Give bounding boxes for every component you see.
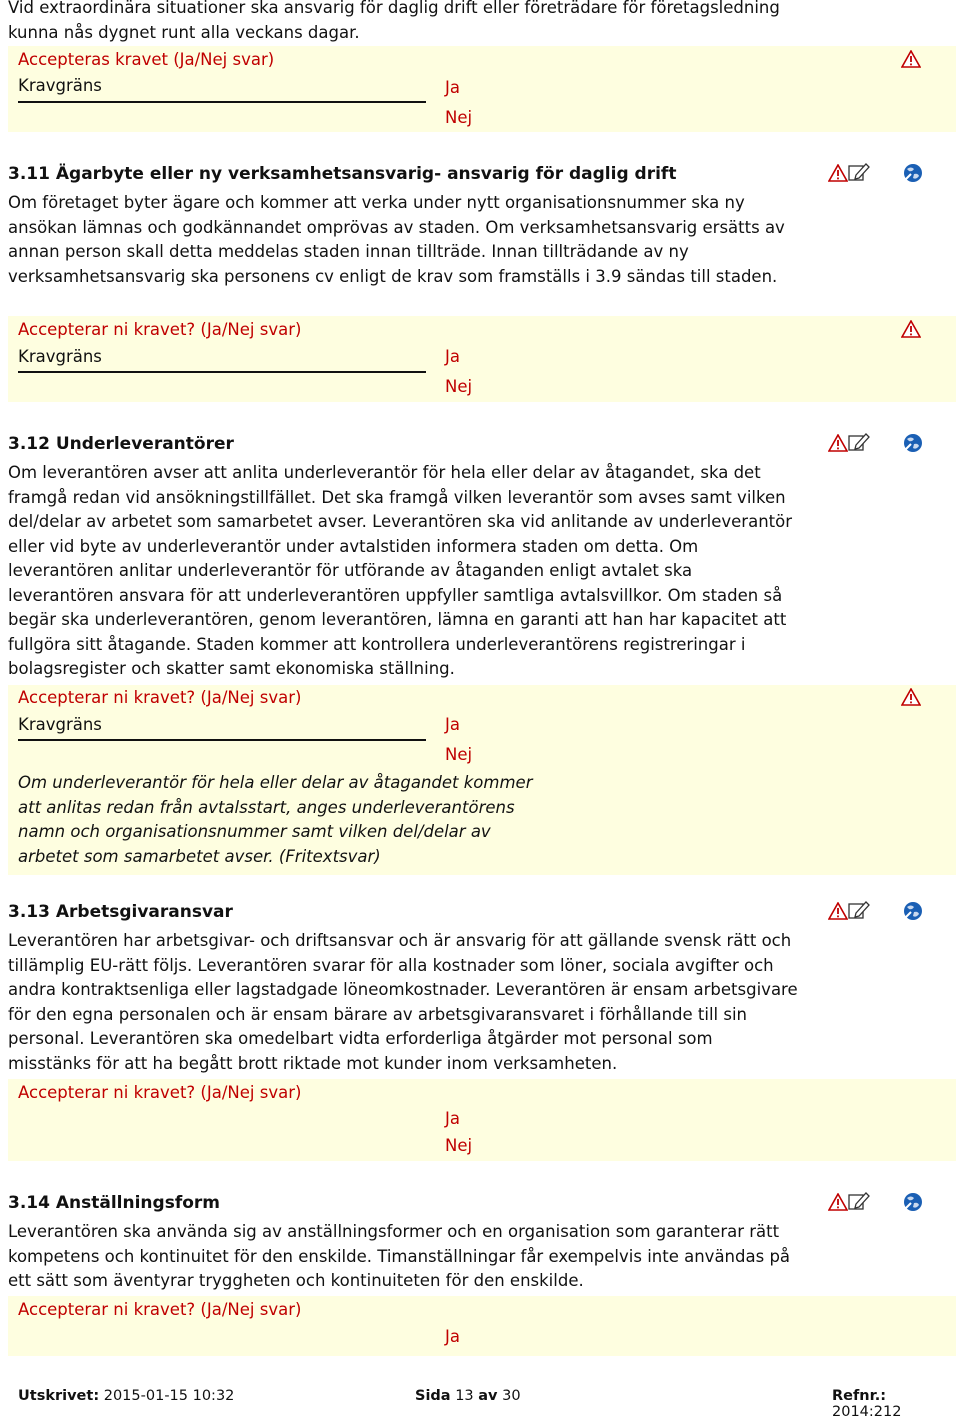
globe-icon[interactable] <box>903 163 923 183</box>
question-label: Accepteras kravet (Ja/Nej svar) <box>18 50 275 69</box>
warning-icon[interactable] <box>828 1193 848 1211</box>
answer-box-312 <box>8 685 956 875</box>
kravgrans-line <box>18 101 426 103</box>
footer-printed-label: Utskrivet: <box>18 1388 100 1404</box>
question-label: Accepterar ni kravet? (Ja/Nej svar) <box>18 320 302 339</box>
option-ja[interactable]: Ja <box>445 78 460 97</box>
footer-page <box>415 1388 521 1404</box>
footer-page-total: 30 <box>502 1388 521 1404</box>
option-nej[interactable]: Nej <box>445 1136 473 1155</box>
warning-icon[interactable] <box>901 50 921 68</box>
option-nej[interactable]: Nej <box>445 745 473 764</box>
section-body-314: Leverantören ska använda sig av anställningsformer och en organisation som garanterar rätt kompetens och kontinuitet för den enskilde. Timanställningar får exempelvis inte användas på ett sätt som äventyrar tryggheten och kontinuiteten för den enskilde. <box>8 1222 791 1290</box>
section-body-313: Leverantören har arbetsgivar- och driftsansvar och är ansvarig för att gällande svensk rätt och tillämplig EU-rätt följs. Leverantören svarar för alla kostnader som löner, sociala avgifter och andra kontraktsenliga eller lagstadgade löneomkostnader. Leverantören är ensam arbetsgivare för den egna personalen och är ensam bärare av arbetsgivaransvaret i förhållande till sin personal. Leverantören ska omedelbart vidta erforderliga åtgärder mot personal som misstänks för att ha begått brott riktade mot kunder inom verksamheten. <box>8 931 798 1073</box>
option-ja[interactable]: Ja <box>445 1109 460 1128</box>
question-label: Accepterar ni kravet? (Ja/Nej svar) <box>18 688 302 707</box>
kravgrans-line <box>18 739 426 741</box>
section-title-313: 3.13 Arbetsgivaransvar <box>8 902 233 922</box>
edit-icon[interactable] <box>848 162 870 182</box>
globe-icon[interactable] <box>903 901 923 921</box>
kravgrans-label: Kravgräns <box>18 347 102 366</box>
section-title-314: 3.14 Anställningsform <box>8 1193 220 1213</box>
option-ja[interactable]: Ja <box>445 347 460 366</box>
edit-icon[interactable] <box>848 900 870 920</box>
option-ja[interactable]: Ja <box>445 1327 460 1346</box>
answer-box-313 <box>8 1079 956 1161</box>
footer-page-of: av <box>478 1388 498 1404</box>
intro-text: Vid extraordinära situationer ska ansvarig för daglig drift eller företrädare för företagsledning kunna nås dygnet runt alla veckans dagar. <box>8 0 780 42</box>
globe-icon[interactable] <box>903 433 923 453</box>
question-label: Accepterar ni kravet? (Ja/Nej svar) <box>18 1083 302 1102</box>
kravgrans-line <box>18 371 426 373</box>
answer-box-314 <box>8 1296 956 1356</box>
answer-box-top <box>8 46 956 132</box>
section-body-312: Om leverantören avser att anlita underleverantör för hela eller delar av åtagandet, ska det framgå redan vid ansökningstillfället. Det ska framgå vilken leverantör som avses samt vilken del/delar av arbetet som samarbetet avser. Leverantören ska vid anlitande av underleverantör eller vid byte av underleverantör under avtalstiden informera staden om detta. Om leverantören anlitar underleverantör för utförande av åtaganden enligt avtalet ska leverantören ansvara för att underleverantören uppfyller samtliga avtalsvillkor. Om staden så begär ska underleverantören, genom leverantören, lämna en garanti att han har kapacitet att fullgöra sitt åtagande. Staden kommer att kontrollera underleverantörens registreringar i bolagsregister och skatter samt ekonomiska ställning. <box>8 463 793 678</box>
footer-printed <box>18 1388 234 1404</box>
question-label: Accepterar ni kravet? (Ja/Nej svar) <box>18 1300 302 1319</box>
answer-box-311 <box>8 316 956 402</box>
edit-icon[interactable] <box>848 432 870 452</box>
option-nej[interactable]: Nej <box>445 108 473 127</box>
kravgrans-label: Kravgräns <box>18 715 102 734</box>
footer-ref-value: 2014:212 <box>832 1404 902 1420</box>
option-ja[interactable]: Ja <box>445 715 460 734</box>
warning-icon[interactable] <box>828 164 848 182</box>
warning-icon[interactable] <box>828 902 848 920</box>
warning-icon[interactable] <box>901 688 921 706</box>
option-nej[interactable]: Nej <box>445 377 473 396</box>
warning-icon[interactable] <box>828 434 848 452</box>
footer-ref-label: Refnr.: <box>832 1388 887 1404</box>
section-title-312: 3.12 Underleverantörer <box>8 434 234 454</box>
kravgrans-label: Kravgräns <box>18 76 102 95</box>
warning-icon[interactable] <box>901 320 921 338</box>
footer-page-num: 13 <box>455 1388 474 1404</box>
section-title-311: 3.11 Ägarbyte eller ny verksamhetsansvarig- ansvarig för daglig drift <box>8 164 677 184</box>
footer-printed-value: 2015-01-15 10:32 <box>103 1388 235 1404</box>
globe-icon[interactable] <box>903 1192 923 1212</box>
footer-page-label: Sida <box>415 1388 451 1404</box>
freetext-question[interactable]: Om underleverantör för hela eller delar av åtagandet kommer att anlitas redan från avtalsstart, anges underleverantörens namn och organisationsnummer samt vilken del/delar av arbetet som samarbetet avser. (Fritextsvar) <box>18 773 533 866</box>
edit-icon[interactable] <box>848 1191 870 1211</box>
footer-ref <box>832 1388 960 1420</box>
section-body-311: Om företaget byter ägare och kommer att verka under nytt organisationsnummer ska ny ansökan lämnas och godkännandet omprövas av staden. Om verksamhetsansvarig ersätts av annan person skall detta meddelas staden innan tillträde. Innan tillträdande av ny verksamhetsansvarig ska personens cv enligt de krav som framställs i 3.9 sändas till staden. <box>8 193 785 286</box>
